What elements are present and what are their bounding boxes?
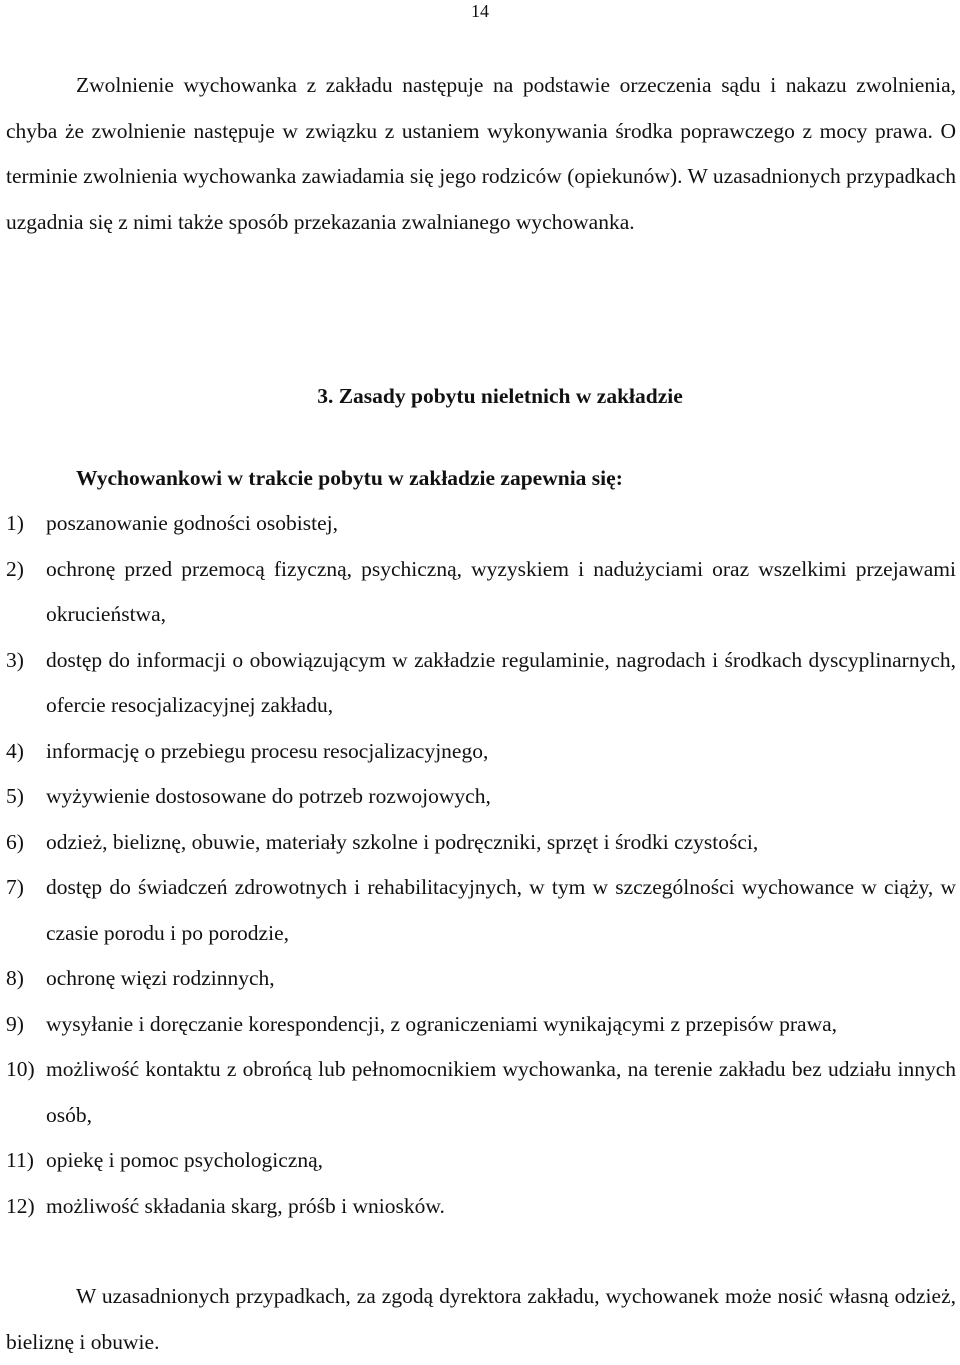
item-number: 12) <box>6 1193 35 1218</box>
list-item <box>6 1047 956 1138</box>
item-text: ochronę więzi rodzinnych, <box>46 966 275 990</box>
list-item <box>6 1002 956 1048</box>
list-item <box>6 1138 956 1184</box>
list-item <box>6 956 956 1002</box>
rights-list <box>6 501 956 1229</box>
list-item <box>6 865 956 956</box>
item-number: 10) <box>6 1057 35 1081</box>
item-number: 8) <box>6 966 24 990</box>
list-item <box>6 547 956 638</box>
closing-paragraph: W uzasadnionych przypadkach, za zgodą dyrektora zakładu, wychowanek może nosić własną odzież, bieliznę i obuwie. <box>6 1284 956 1354</box>
item-text: wysyłanie i doręczanie korespondencji, z ograniczeniami wynikającymi z przepisów prawa, <box>46 1011 838 1036</box>
list-item <box>6 774 956 820</box>
list-item <box>6 1184 956 1230</box>
list-lead: Wychowankowi w trakcie pobytu w zakładzie zapewnia się: <box>76 466 623 490</box>
item-text: możliwość kontaktu z obrońcą lub pełnomocnikiem wychowanka, na terenie zakładu bez udziału innych osób, <box>46 1057 956 1127</box>
item-number: 1) <box>6 511 24 535</box>
item-number: 2) <box>6 556 24 581</box>
item-number: 7) <box>6 875 24 899</box>
item-text: informację o przebiegu procesu resocjalizacyjnego, <box>46 738 489 763</box>
item-text: dostęp do informacji o obowiązującym w zakładzie regulaminie, nagrodach i środkach dyscyplinarnych, ofercie resocjalizacyjnej zakładu, <box>46 647 956 717</box>
section-heading: 3. Zasady pobytu nieletnich w zakładzie <box>317 384 683 408</box>
item-text: dostęp do świadczeń zdrowotnych i rehabilitacyjnych, w tym w szczególności wychowance w ciąży, w czasie porodu i po porodzie, <box>46 875 956 945</box>
item-number: 9) <box>6 1011 24 1036</box>
item-text: poszanowanie godności osobistej, <box>46 511 338 535</box>
item-text: odzież, bieliznę, obuwie, materiały szkolne i podręczniki, sprzęt i środki czystości, <box>46 829 759 854</box>
list-item <box>6 820 956 866</box>
list-item <box>6 729 956 775</box>
intro-paragraph: Zwolnienie wychowanka z zakładu następuje na podstawie orzeczenia sądu i nakazu zwolnienia, chyba że zwolnienie następuje w związku z ustaniem wykonywania środka poprawczego z mocy prawa. O terminie zwolnienia wychowanka zawiadamia się jego rodziców (opiekunów). W uzasadnionych przypadkach uzgadnia się z nimi także sposób przekazania zwalnianego wychowanka. <box>6 73 956 234</box>
list-item <box>6 638 956 729</box>
item-text: możliwość składania skarg, próśb i wniosków. <box>46 1193 445 1218</box>
item-number: 11) <box>6 1148 34 1172</box>
item-number: 6) <box>6 829 24 854</box>
item-number: 4) <box>6 738 24 763</box>
item-number: 5) <box>6 784 24 808</box>
item-text: wyżywienie dostosowane do potrzeb rozwojowych, <box>46 784 491 808</box>
item-number: 3) <box>6 647 24 672</box>
item-text: ochronę przed przemocą fizyczną, psychiczną, wyzyskiem i nadużyciami oraz wszelkimi przejawami okrucieństwa, <box>46 556 956 626</box>
item-text: opiekę i pomoc psychologiczną, <box>46 1148 324 1172</box>
list-item <box>6 501 956 547</box>
page-number: 14 <box>471 1 489 21</box>
